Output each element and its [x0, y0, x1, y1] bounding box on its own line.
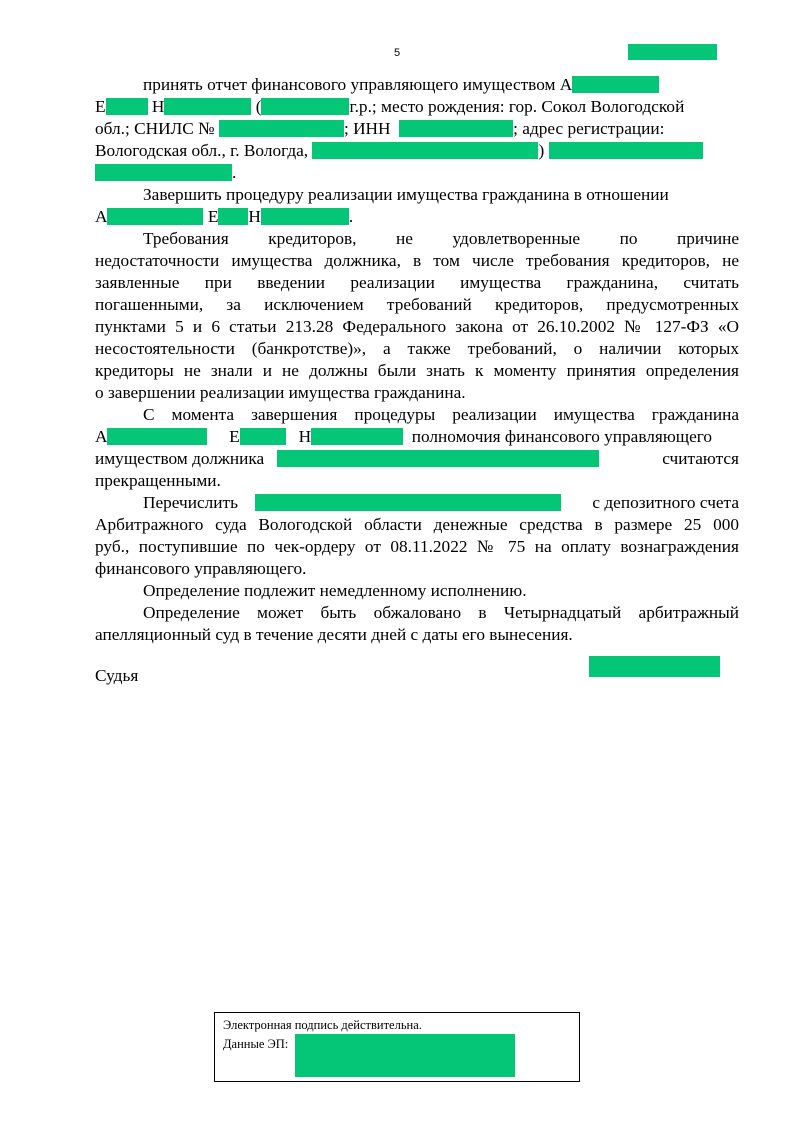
redacted [255, 494, 561, 511]
text-line: несостоятельности (банкротстве)», а также требований, о наличии которых [95, 339, 739, 358]
redacted [261, 208, 349, 225]
text-line: имуществом должника считаются [95, 449, 739, 468]
text-line: пунктами 5 и 6 статьи 213.28 Федерального закона от 26.10.2002 № 127-ФЗ «О [95, 317, 739, 336]
redacted [107, 428, 207, 445]
redacted [219, 120, 344, 137]
text-line: Арбитражного суда Вологодской области денежные средства в размере 25 000 [95, 515, 739, 534]
redacted [399, 120, 513, 137]
redacted [164, 98, 251, 115]
text-line: прекращенными. [95, 471, 221, 490]
text-line: погашенными, за исключением требований кредиторов, предусмотренных [95, 295, 739, 314]
text-line: кредиторы не знали и не должны были знать к моменту принятия определения [95, 361, 739, 380]
text-line: недостаточности имущества должника, в том числе требования кредиторов, не [95, 251, 739, 270]
signature-box [214, 1012, 580, 1082]
text-line: Вологодская обл., г. Вологда, ) [95, 140, 739, 162]
text-line: Определение подлежит немедленному исполнению. [143, 581, 527, 600]
text-line: руб., поступившие по чек-ордеру от 08.11.2022 № 75 на оплату вознаграждения [95, 537, 739, 556]
text-line: А Е Н . [95, 207, 354, 226]
redacted [312, 142, 538, 159]
judge-label: Судья [95, 666, 139, 685]
text-line: . [95, 162, 739, 184]
text-line: Е Н ( г.р.; место рождения: гор. Сокол Вологодской [95, 97, 685, 116]
text-line: принять отчет финансового управляющего имуществом А [143, 74, 739, 96]
text-line: о завершении реализации имущества гражданина. [95, 383, 466, 402]
redacted [106, 98, 148, 115]
redacted-header [628, 44, 717, 60]
text-line: Завершить процедуру реализации имущества гражданина в отношении [143, 185, 669, 204]
redacted [549, 142, 703, 159]
redacted [218, 208, 248, 225]
redacted [277, 450, 599, 467]
text-line: Перечислить с депозитного счета [143, 493, 739, 512]
text-line: финансового управляющего. [95, 559, 307, 578]
redacted-signature-data [295, 1034, 515, 1077]
redacted [240, 428, 286, 445]
text-line: А Е Н полномочия финансового управляющего [95, 427, 713, 446]
text-line: заявленные при введении реализации имущества гражданина, считать [95, 273, 739, 292]
text-line: апелляционный суд в течение десяти дней с даты его вынесения. [95, 625, 573, 644]
page-number: 5 [393, 47, 401, 59]
redacted-judge-name [589, 656, 720, 677]
text-line: Определение может быть обжаловано в Четырнадцатый арбитражный [143, 603, 739, 622]
text-line: С момента завершения процедуры реализации имущества гражданина [143, 405, 739, 424]
text-line: обл.; СНИЛС № ; ИНН ; адрес регистрации: [95, 119, 665, 138]
signature-valid-text: Электронная подпись действительна. [223, 1018, 422, 1032]
redacted [311, 428, 403, 445]
text-line: Требования кредиторов, не удовлетворенные по причине [143, 229, 739, 248]
signature-data-label: Данные ЭП: [223, 1037, 289, 1051]
redacted [107, 208, 203, 225]
redacted [261, 98, 349, 115]
redacted [572, 76, 659, 93]
redacted [95, 164, 232, 181]
